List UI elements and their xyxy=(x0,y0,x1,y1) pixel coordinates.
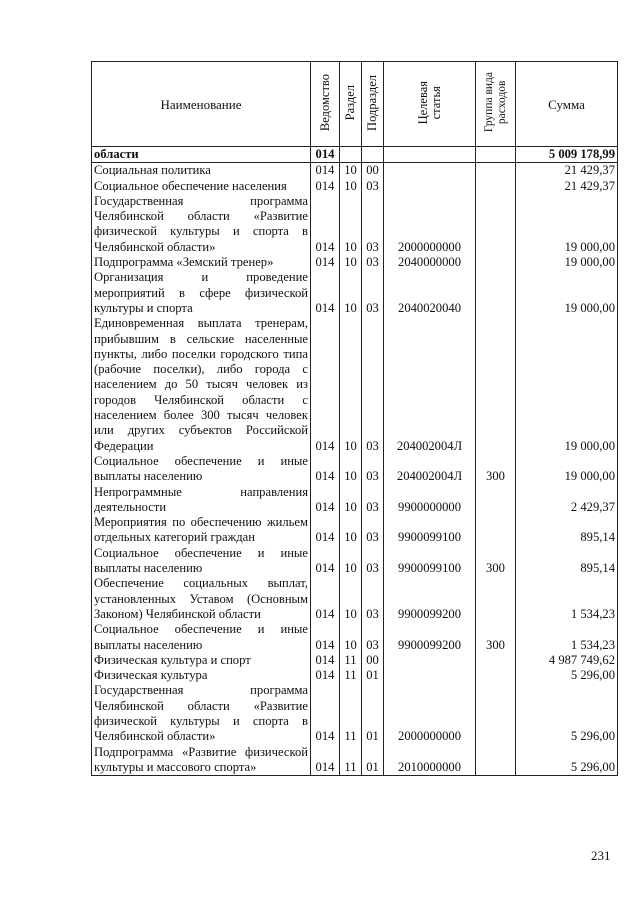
row-expense-group xyxy=(476,745,516,776)
row-expense-group xyxy=(476,515,516,546)
row-department: 014 xyxy=(311,316,340,454)
row-name: области xyxy=(92,147,311,163)
row-name: Мероприятия по обеспечению жильем отдельных категорий граждан xyxy=(92,515,311,546)
table-row xyxy=(92,546,618,577)
row-name: Подпрограмма «Земский тренер» xyxy=(92,255,311,270)
row-name: Социальное обеспечение и иные выплаты населению xyxy=(92,546,311,577)
table-row xyxy=(92,576,618,622)
row-section: 10 xyxy=(340,163,362,179)
row-name: Государственная программа Челябинской области «Развитие физической культуры и спорта в Челябинской области» xyxy=(92,683,311,744)
row-department: 014 xyxy=(311,683,340,744)
row-subsection: 01 xyxy=(362,668,384,683)
row-target: 204002004Л xyxy=(384,316,476,454)
row-expense-group: 300 xyxy=(476,546,516,577)
row-department: 014 xyxy=(311,255,340,270)
row-amount: 19 000,00 xyxy=(516,316,618,454)
row-target xyxy=(384,653,476,668)
row-department: 014 xyxy=(311,576,340,622)
row-target: 2010000000 xyxy=(384,745,476,776)
row-name: Подпрограмма «Развитие физической культуры и массового спорта» xyxy=(92,745,311,776)
row-expense-group xyxy=(476,316,516,454)
row-expense-group xyxy=(476,179,516,194)
table-row xyxy=(92,163,618,179)
row-department: 014 xyxy=(311,194,340,255)
row-amount: 19 000,00 xyxy=(516,454,618,485)
row-amount: 5 009 178,99 xyxy=(516,147,618,163)
row-expense-group xyxy=(476,653,516,668)
row-subsection: 03 xyxy=(362,515,384,546)
row-section: 10 xyxy=(340,622,362,653)
row-target: 9900099100 xyxy=(384,546,476,577)
row-subsection: 03 xyxy=(362,485,384,516)
row-department: 014 xyxy=(311,622,340,653)
row-amount: 2 429,37 xyxy=(516,485,618,516)
row-section: 10 xyxy=(340,485,362,516)
row-department: 014 xyxy=(311,668,340,683)
row-target: 2040000000 xyxy=(384,255,476,270)
row-target: 9900099200 xyxy=(384,576,476,622)
row-amount: 19 000,00 xyxy=(516,194,618,255)
row-target: 9900099100 xyxy=(384,515,476,546)
row-section: 10 xyxy=(340,179,362,194)
row-target: 9900099200 xyxy=(384,622,476,653)
row-target: 2000000000 xyxy=(384,683,476,744)
row-department: 014 xyxy=(311,653,340,668)
row-target xyxy=(384,668,476,683)
row-department: 014 xyxy=(311,485,340,516)
header-expense-group: Группа вида расходов xyxy=(476,62,516,147)
row-department: 014 xyxy=(311,454,340,485)
row-target: 204002004Л xyxy=(384,454,476,485)
row-subsection: 01 xyxy=(362,745,384,776)
table-row xyxy=(92,622,618,653)
header-subsection: Подраздел xyxy=(362,62,384,147)
row-target: 2000000000 xyxy=(384,194,476,255)
row-subsection: 03 xyxy=(362,255,384,270)
row-expense-group xyxy=(476,147,516,163)
row-subsection: 03 xyxy=(362,622,384,653)
row-expense-group xyxy=(476,576,516,622)
row-name: Социальное обеспечение населения xyxy=(92,179,311,194)
row-department: 014 xyxy=(311,179,340,194)
row-section: 11 xyxy=(340,745,362,776)
table-row xyxy=(92,683,618,744)
budget-table xyxy=(91,61,618,776)
row-expense-group: 300 xyxy=(476,454,516,485)
row-name: Социальное обеспечение и иные выплаты населению xyxy=(92,454,311,485)
row-section: 10 xyxy=(340,515,362,546)
table-row xyxy=(92,270,618,316)
row-section: 10 xyxy=(340,194,362,255)
row-name: Физическая культура xyxy=(92,668,311,683)
row-expense-group xyxy=(476,163,516,179)
row-department: 014 xyxy=(311,515,340,546)
table-row xyxy=(92,668,618,683)
row-name: Единовременная выплата тренерам, прибывшим в сельские населенные пункты, либо поселки городского типа (рабочие поселки), либо города с населением до 50 тысяч человек из городов Челябинской области с населением более 300 тысяч человек или других субъектов Российской Федерации xyxy=(92,316,311,454)
row-name: Социальное обеспечение и иные выплаты населению xyxy=(92,622,311,653)
row-amount: 5 296,00 xyxy=(516,683,618,744)
row-subsection: 03 xyxy=(362,576,384,622)
row-name: Социальная политика xyxy=(92,163,311,179)
row-expense-group xyxy=(476,668,516,683)
table-row xyxy=(92,454,618,485)
row-target: 2040020040 xyxy=(384,270,476,316)
row-name: Непрограммные направления деятельности xyxy=(92,485,311,516)
row-amount: 895,14 xyxy=(516,515,618,546)
row-name: Государственная программа Челябинской области «Развитие физической культуры и спорта в Челябинской области» xyxy=(92,194,311,255)
row-expense-group xyxy=(476,270,516,316)
row-amount: 19 000,00 xyxy=(516,255,618,270)
row-target xyxy=(384,179,476,194)
header-section: Раздел xyxy=(340,62,362,147)
row-name: Физическая культура и спорт xyxy=(92,653,311,668)
row-amount: 21 429,37 xyxy=(516,179,618,194)
row-subsection: 00 xyxy=(362,653,384,668)
header-department: Ведомство xyxy=(311,62,340,147)
table-row xyxy=(92,147,618,163)
row-expense-group xyxy=(476,255,516,270)
row-section: 10 xyxy=(340,270,362,316)
row-amount: 5 296,00 xyxy=(516,668,618,683)
row-section: 10 xyxy=(340,546,362,577)
table-row xyxy=(92,316,618,454)
row-section: 11 xyxy=(340,668,362,683)
row-amount: 5 296,00 xyxy=(516,745,618,776)
row-subsection: 00 xyxy=(362,163,384,179)
row-section xyxy=(340,147,362,163)
row-expense-group xyxy=(476,683,516,744)
table-row xyxy=(92,255,618,270)
row-name: Обеспечение социальных выплат, установленных Уставом (Основным Законом) Челябинской области xyxy=(92,576,311,622)
row-amount: 4 987 749,62 xyxy=(516,653,618,668)
row-subsection: 03 xyxy=(362,194,384,255)
table-row xyxy=(92,745,618,776)
table-header-row xyxy=(92,62,618,147)
table-row xyxy=(92,653,618,668)
row-section: 10 xyxy=(340,316,362,454)
header-target: Целевая статья xyxy=(384,62,476,147)
row-subsection: 01 xyxy=(362,683,384,744)
row-section: 11 xyxy=(340,653,362,668)
row-section: 10 xyxy=(340,454,362,485)
row-department: 014 xyxy=(311,745,340,776)
table-row xyxy=(92,515,618,546)
row-name: Организация и проведение мероприятий в сфере физической культуры и спорта xyxy=(92,270,311,316)
table-row xyxy=(92,194,618,255)
row-expense-group xyxy=(476,485,516,516)
row-amount: 19 000,00 xyxy=(516,270,618,316)
table-row xyxy=(92,179,618,194)
table-row xyxy=(92,485,618,516)
row-department: 014 xyxy=(311,147,340,163)
row-amount: 1 534,23 xyxy=(516,576,618,622)
row-subsection xyxy=(362,147,384,163)
row-subsection: 03 xyxy=(362,179,384,194)
page-number: 231 xyxy=(591,848,611,863)
row-target xyxy=(384,147,476,163)
row-target: 9900000000 xyxy=(384,485,476,516)
row-target xyxy=(384,163,476,179)
row-department: 014 xyxy=(311,270,340,316)
row-department: 014 xyxy=(311,163,340,179)
header-amount: Сумма xyxy=(516,62,618,147)
row-expense-group xyxy=(476,194,516,255)
row-expense-group: 300 xyxy=(476,622,516,653)
row-department: 014 xyxy=(311,546,340,577)
row-amount: 1 534,23 xyxy=(516,622,618,653)
row-section: 10 xyxy=(340,576,362,622)
row-subsection: 03 xyxy=(362,270,384,316)
row-subsection: 03 xyxy=(362,454,384,485)
row-section: 11 xyxy=(340,683,362,744)
row-section: 10 xyxy=(340,255,362,270)
row-amount: 21 429,37 xyxy=(516,163,618,179)
row-subsection: 03 xyxy=(362,546,384,577)
row-subsection: 03 xyxy=(362,316,384,454)
header-name: Наименование xyxy=(92,62,311,147)
row-amount: 895,14 xyxy=(516,546,618,577)
